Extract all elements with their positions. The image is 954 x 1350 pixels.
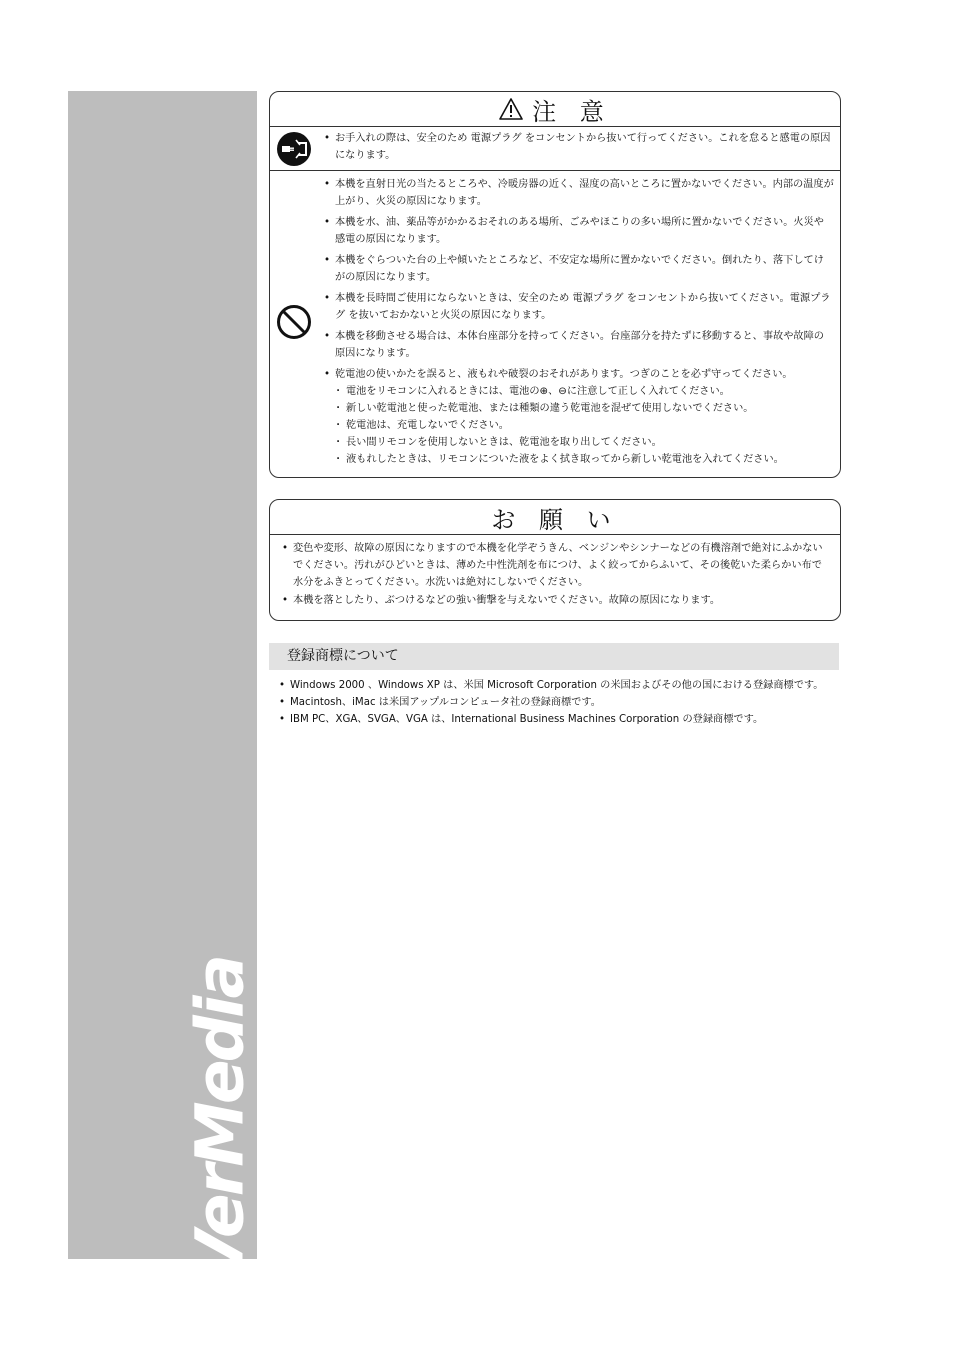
request-box — [269, 499, 841, 621]
list-item: • 本機を移動させる場合は、本体台座部分を持ってください。台座部分を持たずに移動すると、事故や故障の原因になります。 — [322, 328, 834, 362]
caution-unplug-list — [322, 130, 834, 168]
unplug-icon — [276, 131, 312, 167]
request-header — [270, 500, 840, 535]
trademarks-title: 登録商標について — [287, 648, 399, 664]
caution-section-unplug — [270, 127, 840, 171]
sub-list-item: ・ 液もれしたときは、リモコンについた液をよく拭き取ってから新しい乾電池を入れてください。 — [335, 451, 834, 468]
battery-intro: • 乾電池の使いかたを誤ると、液もれや破裂のおそれがあります。つぎのことを必ず守ってください。 — [335, 369, 793, 380]
list-item: • お手入れの際は、安全のため 電源プラグ をコンセントから抜いて行ってください。これを怠ると感電の原因になります。 — [322, 130, 834, 164]
left-sidebar — [68, 91, 259, 1326]
caution-section-prohibited — [270, 171, 840, 477]
caution-prohibited-list — [322, 176, 834, 472]
list-item: • IBM PC、XGA、SVGA、VGA は、International Business Machines Corporation の登録商標です。 — [279, 711, 844, 728]
trademarks-header — [269, 643, 839, 670]
brand-logo-text: AVerMedia — [181, 956, 259, 1326]
trademarks-list — [279, 677, 844, 728]
request-title: お 願 い — [491, 505, 619, 534]
request-list — [280, 540, 832, 610]
list-item: • 変色や変形、故障の原因になりますので本機を化学ぞうきん、ベンジンやシンナーなどの有機溶剤で絶対にふかないでください。汚れがひどいときは、薄めた中性洗剤を布につけ、よく絞ってからふいて、その後乾いた柔らかい布で水分をふきとってください。水洗いは絶対にしないでください。 — [280, 540, 832, 591]
list-item: • 本機を水、油、薬品等がかかるおそれのある場所、ごみやほこりの多い場所に置かないでください。火災や感電の原因になります。 — [322, 214, 834, 248]
caution-header — [270, 92, 840, 127]
list-item: • 本機をぐらついた台の上や傾いたところなど、不安定な場所に置かないでください。倒れたり、落下してけがの原因になります。 — [322, 252, 834, 286]
warning-triangle-icon — [498, 97, 524, 121]
prohibited-icon — [276, 304, 312, 340]
caution-box — [269, 91, 841, 478]
list-item: • Macintosh、iMac は米国アップルコンピュータ社の登録商標です。 — [279, 694, 844, 711]
battery-list-item — [322, 366, 834, 468]
sub-list-item: ・ 乾電池は、充電しないでください。 — [335, 417, 834, 434]
caution-title: 注 意 — [532, 97, 612, 126]
list-item: • 本機を直射日光の当たるところや、冷暖房器の近く、湿度の高いところに置かないでください。内部の温度が上がり、火災の原因になります。 — [322, 176, 834, 210]
sub-list-item: ・ 電池をリモコンに入れるときには、電池の⊕、⊖に注意して正しく入れてください。 — [335, 383, 834, 400]
sub-list-item: ・ 長い間リモコンを使用しないときは、乾電池を取り出してください。 — [335, 434, 834, 451]
list-item: • 本機を落としたり、ぶつけるなどの強い衝撃を与えないでください。故障の原因になります。 — [280, 592, 832, 609]
list-item: • 本機を長時間ご使用にならないときは、安全のため 電源プラグ をコンセントから抜いてください。電源プラグ を抜いておかないと火災の原因になります。 — [322, 290, 834, 324]
sub-list-item: ・ 新しい乾電池と使った乾電池、または種類の違う乾電池を混ぜて使用しないでください。 — [335, 400, 834, 417]
battery-sublist — [335, 383, 834, 468]
list-item: • Windows 2000 、Windows XP は、米国 Microsoft Corporation の米国およびその他の国における登録商標です。 — [279, 677, 844, 694]
